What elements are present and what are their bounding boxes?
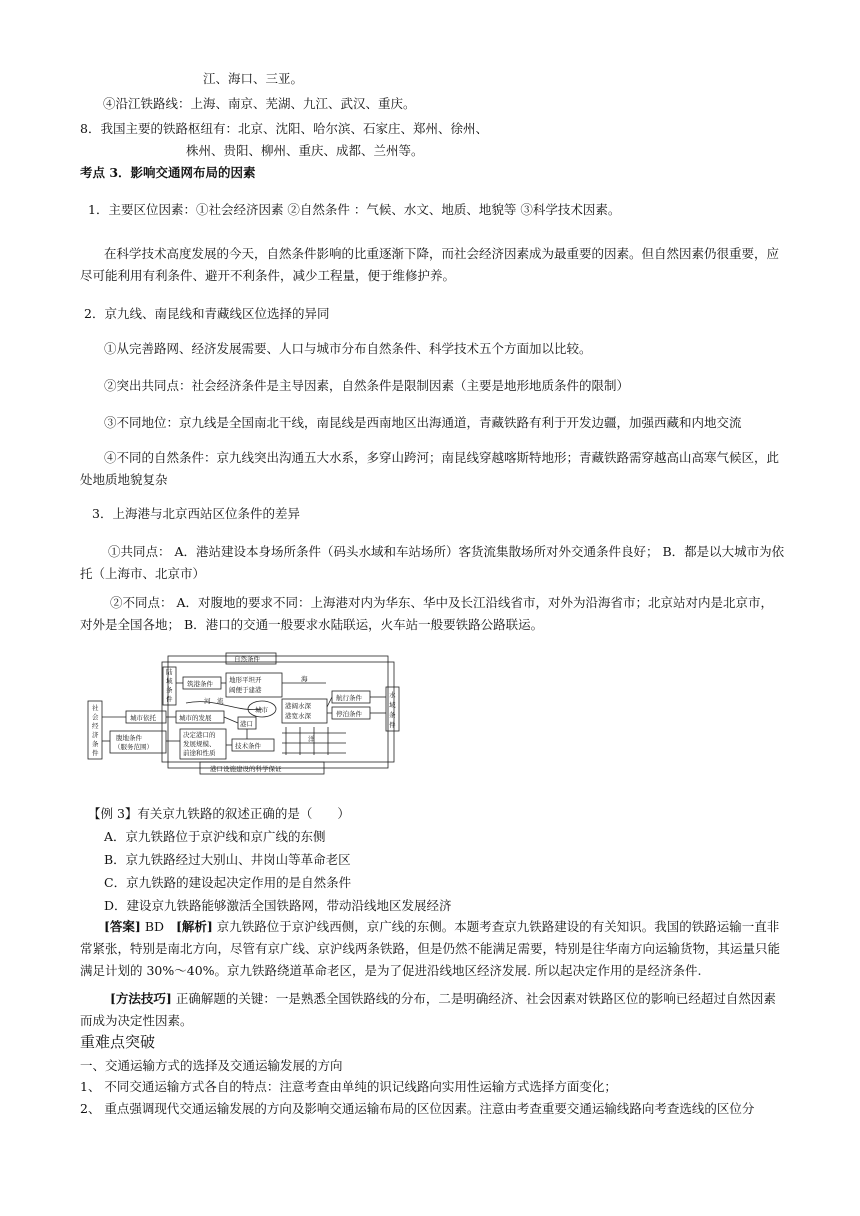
diagram-label: 港口 [240,720,253,728]
diagram-label: 社 [92,704,99,712]
diagram-label: 城市的发展 [179,714,212,722]
diagram-label: 条 [92,740,99,748]
list-item: 2、 重点强调现代交通运输发展的方向及影响交通运输布局的区位因素。注意由考查重要交通运输线路向考查选线的区位分 [80,1101,755,1116]
explanation-text: 京九铁路位于京沪线西侧，京广线的东侧。本题考查京九铁路建设的有关知识。我国的铁路运输一直非常紧张，特别是南北方向，尽管有京广线、京沪线两条铁路，但是仍然不能满足需要，特别是往华南方向运输货物，其运量只能满足计划的 30%～40%。京九铁路绕道革命老区，是为了促进沿线地区经济发展. 所以起决定作用的是经济条件. [80,919,781,978]
diagram-label: 陆 [166,668,173,676]
answer-tag: [答案] [104,919,141,934]
diagram-label: 前途和性质 [183,749,216,757]
option-c: C．京九铁路的建设起决定作用的是自然条件 [104,875,352,890]
diagram-label: 港口设施建设的科学保证 [210,765,282,773]
diagram-label: 条 [389,711,396,719]
diagram-label: 件 [389,721,396,729]
diagram-label: 件 [92,749,99,757]
section-heading: 考点 3．影响交通网布局的因素 [80,165,256,180]
diagram-label: 腹地条件 [116,734,142,742]
port-location-diagram [86,651,416,779]
paragraph: ③不同地位：京九线是全国南北干线，南昆线是西南地区出海通道，青藏铁路有利于开发边疆，加强西藏和内地交流 [104,415,742,430]
diagram-label: 停泊条件 [336,710,362,718]
diagram-label: 经 [92,722,99,730]
diagram-label: 决定港口的 [183,731,216,739]
example-title: 【例 3】有关京九铁路的叙述正确的是（ ） [88,806,350,821]
text-line: 株州、贵阳、柳州、重庆、成都、兰州等。 [186,143,424,158]
paragraph: 3．上海港与北京西站区位条件的差异 [92,506,300,521]
diagram-label: 域 [166,677,173,685]
paragraph: ④不同的自然条件：京九线突出沟通五大水系，多穿山跨河；南昆线穿越喀斯特地形；青藏铁路需穿越高山高寒气候区，此处地质地貌复杂 [80,450,780,487]
text-line: 8．我国主要的铁路枢纽有：北京、沈阳、哈尔滨、石家庄、郑州、徐州、 [80,121,488,136]
diagram-label: 条 [166,686,173,694]
diagram-label: 自然条件 [234,655,260,663]
answer-paragraph [80,916,785,982]
paragraph: 2．京九线、南昆线和青藏线区位选择的异同 [84,306,330,321]
answer-value: BD [144,919,165,934]
subsection-title: 一、交通运输方式的选择及交通运输发展的方向 [80,1058,343,1073]
explanation-tag: [解析] [175,919,213,934]
option-b: B．京九铁路经过大别山、井岗山等革命老区 [104,852,351,867]
text-line: 江、海口、三亚。 [203,71,304,86]
diagram-label: 洋 [308,735,315,743]
diagram-label: 发展规模、 [183,740,216,748]
diagram-label: 技术条件 [235,742,261,750]
paragraph: ①从完善路网、经济发展需要、人口与城市分布自然条件、科学技术五个方面加以比较。 [104,341,592,356]
diagram-label: 城市 [255,706,268,714]
diagram-label: 海 [301,675,308,683]
diagram-label: 筑港条件 [187,680,213,688]
diagram-label: 城市依托 [130,714,156,722]
paragraph: ②不同点： A．对腹地的要求不同：上海港对内为华东、华中及长江沿线省市，对外为沿海省市；北京站对内是北京市，对外是全国各地； B．港口的交通一般要求水陆联运，火车站一般要铁路公路联运。 [80,595,774,632]
text-line: ④沿江铁路线：上海、南京、芜湖、九江、武汉、重庆。 [103,96,416,111]
paragraph: 在科学技术高度发展的今天，自然条件影响的比重逐渐下降，而社会经济因素成为最重要的因素。但自然因素仍很重要，应尽可能利用有利条件、避开不利条件，减少工程量，便于维修护养。 [80,246,780,283]
diagram-label: 港阔水深 [285,702,311,710]
diagram-label: 济 [92,731,99,739]
tip-text: 正确解题的关键：一是熟悉全国铁路线的分布，二是明确经济、社会因素对铁路区位的影响已经超过自然因素而成为决定性因素。 [80,991,776,1028]
paragraph: ②突出共同点：社会经济条件是主导因素，自然条件是限制因素（主要是地形地质条件的限制） [104,378,630,393]
paragraph: ①共同点： A．港站建设本身场所条件（码头水域和车站场所）客货流集散场所对外交通条件良好； B．都是以大城市为依托（上海市、北京市） [80,544,785,581]
list-item: 1、 不同交通运输方式各自的特点：注意考查由单纯的识记线路向实用性运输方式选择方面变化； [80,1079,617,1094]
diagram-label: 会 [92,713,99,721]
diagram-label: 件 [166,695,173,703]
option-d: D．建设京九铁路能够激活全国铁路网，带动沿线地区发展经济 [104,898,452,913]
diagram-label: 地形平坦开 [229,676,262,684]
option-a: A．京九铁路位于京沪线和京广线的东侧 [104,829,326,844]
diagram-label: 阔便于建港 [229,686,262,694]
tip-paragraph [80,988,785,1032]
diagram-label: （服务范围） [114,743,153,751]
paragraph: 1．主要区位因素：①社会经济因素 ②自然条件 ：气候、水文、地质、地貌等 ③科学技术因素。 [88,202,621,217]
diagram-label: 水 [389,691,396,699]
diagram-label: 航行条件 [336,694,362,702]
section-title: 重难点突破 [80,1033,156,1051]
diagram-label: 河 流 [204,697,224,705]
tip-tag: [方法技巧] [110,991,172,1006]
diagram-label: 域 [389,701,396,709]
diagram-label: 港宽水深 [285,712,311,720]
